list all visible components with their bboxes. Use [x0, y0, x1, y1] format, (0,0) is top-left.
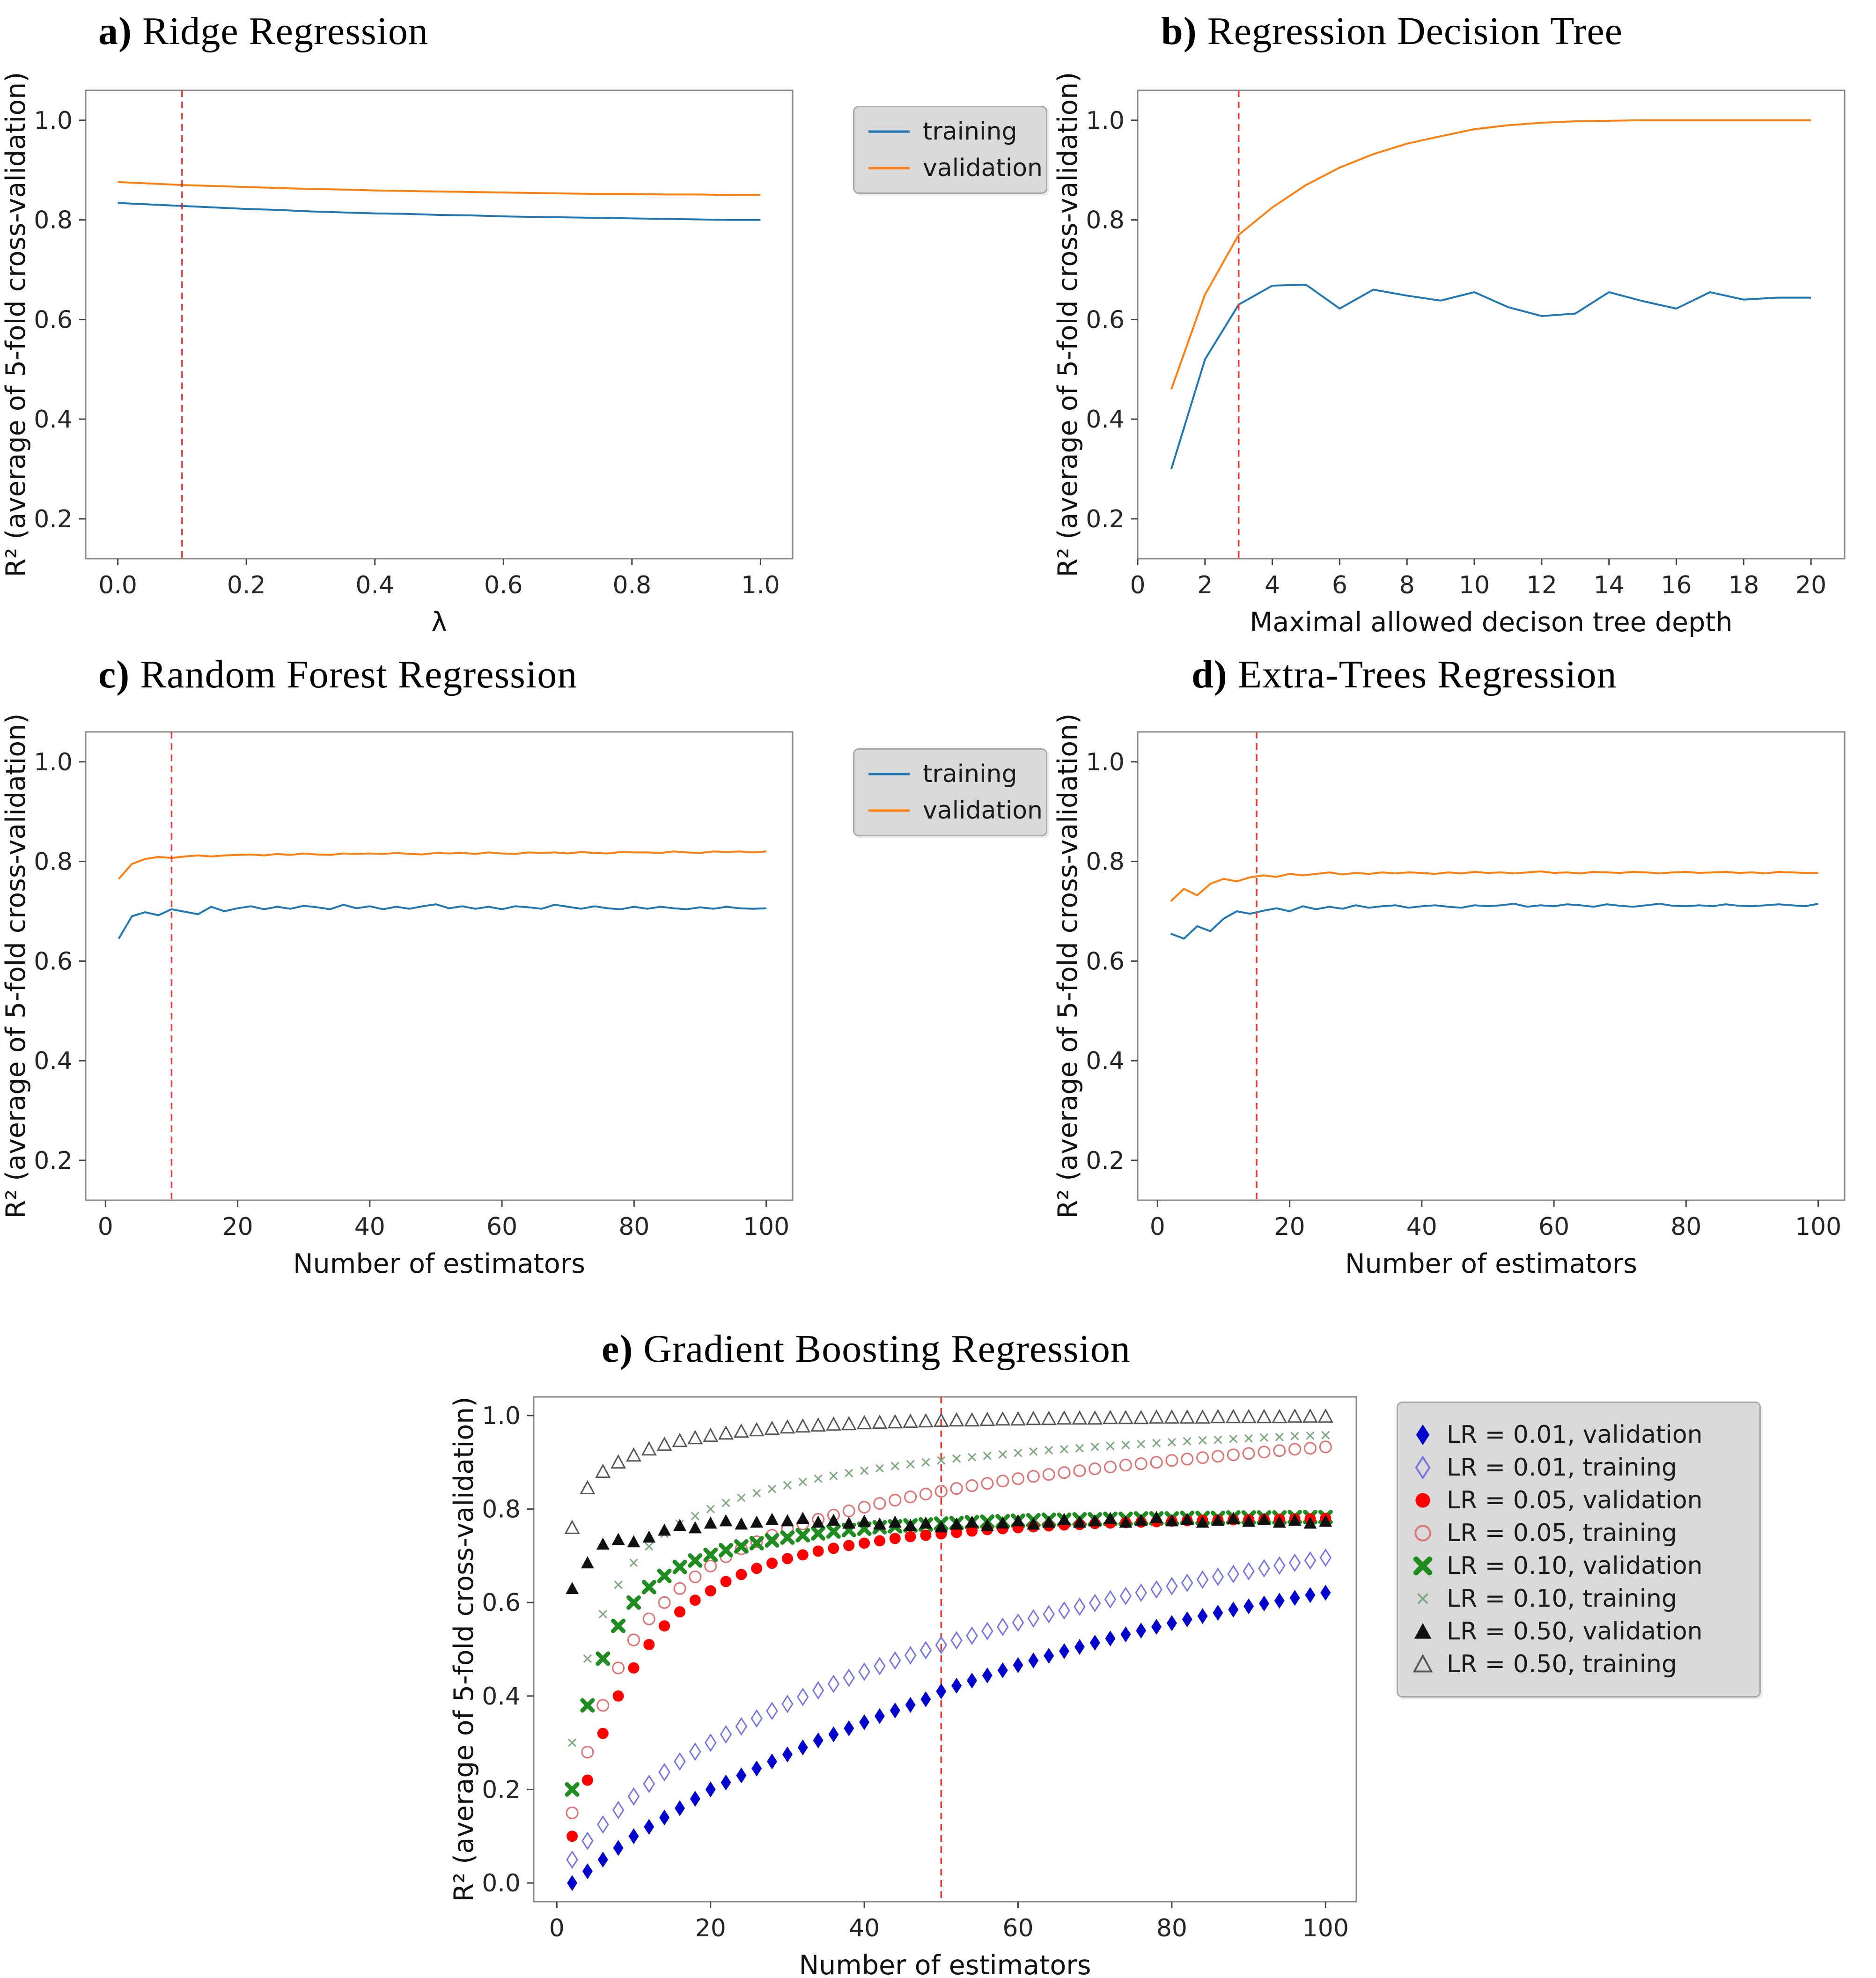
panel-d-extra-trees-plot [1052, 713, 1845, 1279]
training-line-swatch [868, 771, 910, 777]
svg-text:0: 0 [1149, 1213, 1165, 1241]
svg-text:1.0: 1.0 [34, 748, 73, 776]
svg-text:16: 16 [1661, 571, 1692, 599]
legend-learning-rates [1397, 1402, 1761, 1698]
svg-text:0.2: 0.2 [1086, 1146, 1125, 1175]
panel-a-title-text: Ridge Regression [142, 9, 428, 53]
svg-text:1.0: 1.0 [741, 571, 780, 599]
legend-training-validation-middle [853, 748, 1047, 836]
svg-text:λ: λ [431, 607, 447, 638]
svg-text:2: 2 [1197, 571, 1213, 599]
legend-label: LR = 0.50, validation [1447, 1617, 1703, 1646]
svg-text:100: 100 [743, 1213, 790, 1241]
svg-text:100: 100 [1302, 1914, 1349, 1942]
red-filled-circle-icon [1412, 1490, 1434, 1511]
legend-label: LR = 0.05, validation [1447, 1486, 1703, 1514]
svg-text:1.0: 1.0 [1086, 106, 1125, 135]
svg-text:1.0: 1.0 [482, 1402, 521, 1430]
svg-text:0.4: 0.4 [482, 1682, 521, 1711]
svg-text:20: 20 [695, 1914, 726, 1942]
panel-e-title [602, 1326, 1131, 1372]
svg-text:Maximal allowed decison tree d: Maximal allowed decison tree depth [1250, 607, 1733, 638]
svg-text:0.6: 0.6 [1086, 947, 1125, 976]
svg-text:14: 14 [1593, 571, 1625, 599]
training-line-swatch [868, 129, 910, 134]
legend-label-validation: validation [923, 154, 1043, 182]
svg-text:0.8: 0.8 [1086, 206, 1125, 235]
legend-item-lr010-validation [1412, 1552, 1745, 1580]
panel-a-title [98, 8, 428, 54]
svg-text:20: 20 [1795, 571, 1827, 599]
panel-c-random-forest-plot [0, 713, 793, 1279]
svg-text:80: 80 [1670, 1213, 1702, 1241]
panel-b-decision-tree-plot [1052, 72, 1845, 638]
black-open-triangle-icon [1412, 1653, 1434, 1675]
svg-text:18: 18 [1728, 571, 1759, 599]
black-filled-triangle-icon [1412, 1621, 1434, 1642]
svg-text:80: 80 [1156, 1914, 1187, 1942]
svg-text:60: 60 [1002, 1914, 1034, 1942]
legend-label: LR = 0.10, training [1447, 1585, 1677, 1613]
svg-text:100: 100 [1795, 1213, 1842, 1241]
svg-text:40: 40 [849, 1914, 880, 1942]
panel-e-title-text: Gradient Boosting Regression [643, 1327, 1131, 1371]
svg-text:R² (average of 5-fold cross-va: R² (average of 5-fold cross-validation) [1052, 713, 1083, 1219]
svg-text:12: 12 [1526, 571, 1557, 599]
svg-text:0.4: 0.4 [1086, 406, 1125, 434]
svg-text:0: 0 [97, 1213, 113, 1241]
red-open-circle-icon [1412, 1522, 1434, 1544]
svg-text:0.8: 0.8 [482, 1495, 521, 1524]
svg-text:0.2: 0.2 [227, 571, 266, 599]
svg-text:40: 40 [354, 1213, 385, 1241]
legend-label: LR = 0.50, training [1447, 1650, 1677, 1678]
legend-label: LR = 0.01, validation [1447, 1421, 1703, 1449]
svg-text:20: 20 [1274, 1213, 1305, 1241]
svg-text:20: 20 [222, 1213, 253, 1241]
svg-text:40: 40 [1406, 1213, 1437, 1241]
legend-label: LR = 0.01, training [1447, 1454, 1677, 1482]
panel-a-ridge-regression-plot [0, 72, 793, 638]
svg-text:0: 0 [1130, 571, 1146, 599]
svg-text:10: 10 [1458, 571, 1490, 599]
legend-training-validation-top [853, 106, 1047, 194]
panel-a-title-prefix: a) [98, 9, 132, 53]
panel-d-title-text: Extra-Trees Regression [1237, 653, 1617, 696]
svg-text:80: 80 [618, 1213, 650, 1241]
legend-item-lr001-training [1412, 1454, 1745, 1482]
svg-text:0.0: 0.0 [98, 571, 137, 599]
blue-open-diamond-icon [1412, 1457, 1434, 1478]
svg-text:0.8: 0.8 [612, 571, 652, 599]
svg-text:0.6: 0.6 [34, 947, 73, 976]
green-thin-x-icon [1412, 1588, 1434, 1609]
svg-text:6: 6 [1332, 571, 1347, 599]
svg-text:1.0: 1.0 [1086, 748, 1125, 776]
svg-text:R² (average of 5-fold cross-va: R² (average of 5-fold cross-validation) [449, 1396, 479, 1902]
svg-text:0: 0 [549, 1914, 565, 1942]
svg-text:R² (average of 5-fold cross-va: R² (average of 5-fold cross-validation) [0, 72, 31, 577]
validation-line-swatch [868, 808, 910, 813]
legend-label-training: training [923, 118, 1017, 146]
svg-text:4: 4 [1265, 571, 1280, 599]
svg-text:0.4: 0.4 [34, 1047, 73, 1076]
svg-text:1.0: 1.0 [34, 106, 73, 135]
svg-text:0.2: 0.2 [34, 1146, 73, 1175]
svg-text:0.6: 0.6 [34, 306, 73, 334]
svg-text:0.4: 0.4 [1086, 1047, 1125, 1076]
legend-item-lr050-training [1412, 1650, 1745, 1678]
blue-filled-diamond-icon [1412, 1424, 1434, 1446]
svg-text:0.2: 0.2 [34, 505, 73, 533]
legend-item-validation [868, 154, 1043, 182]
svg-text:60: 60 [1538, 1213, 1570, 1241]
legend-label-training: training [923, 760, 1017, 788]
legend-item-lr001-validation [1412, 1421, 1745, 1449]
svg-text:Number of estimators: Number of estimators [1345, 1248, 1637, 1279]
svg-text:0.8: 0.8 [1086, 848, 1125, 876]
legend-label: LR = 0.05, training [1447, 1519, 1677, 1547]
legend-item-validation [868, 797, 1043, 825]
panel-c-title [98, 652, 577, 697]
panel-c-title-text: Random Forest Regression [140, 653, 578, 696]
panel-b-title-prefix: b) [1161, 9, 1197, 53]
svg-text:0.6: 0.6 [1086, 306, 1125, 334]
legend-label: LR = 0.10, validation [1447, 1552, 1703, 1580]
svg-text:0.8: 0.8 [34, 206, 73, 235]
legend-item-lr005-validation [1412, 1486, 1745, 1514]
svg-text:R² (average of 5-fold cross-va: R² (average of 5-fold cross-validation) [1052, 72, 1083, 577]
svg-text:0.6: 0.6 [482, 1589, 521, 1617]
svg-text:0.0: 0.0 [482, 1869, 521, 1898]
svg-text:60: 60 [486, 1213, 518, 1241]
panel-d-title [1192, 652, 1617, 697]
legend-item-lr050-validation [1412, 1617, 1745, 1646]
svg-text:0.4: 0.4 [34, 406, 73, 434]
svg-text:R² (average of 5-fold cross-va: R² (average of 5-fold cross-validation) [0, 713, 31, 1219]
svg-text:Number of estimators: Number of estimators [799, 1950, 1091, 1978]
panel-c-title-prefix: c) [98, 653, 130, 696]
legend-item-training [868, 760, 1032, 788]
panel-d-title-prefix: d) [1192, 653, 1228, 696]
panel-b-title-text: Regression Decision Tree [1207, 9, 1623, 53]
green-bold-x-icon [1412, 1555, 1434, 1577]
legend-label-validation: validation [923, 797, 1043, 825]
legend-item-training [868, 118, 1032, 146]
svg-text:0.2: 0.2 [482, 1776, 521, 1804]
svg-text:0.8: 0.8 [34, 848, 73, 876]
panel-b-title [1161, 8, 1623, 54]
legend-item-lr005-training [1412, 1519, 1745, 1547]
svg-text:0.6: 0.6 [484, 571, 523, 599]
panel-e-gradient-boosting-plot [449, 1396, 1356, 1978]
svg-text:0.2: 0.2 [1086, 505, 1125, 533]
svg-text:Number of estimators: Number of estimators [293, 1248, 585, 1279]
validation-line-swatch [868, 165, 910, 171]
svg-text:8: 8 [1399, 571, 1415, 599]
legend-item-lr010-training [1412, 1585, 1745, 1613]
panel-e-title-prefix: e) [602, 1327, 633, 1371]
svg-text:0.4: 0.4 [355, 571, 395, 599]
